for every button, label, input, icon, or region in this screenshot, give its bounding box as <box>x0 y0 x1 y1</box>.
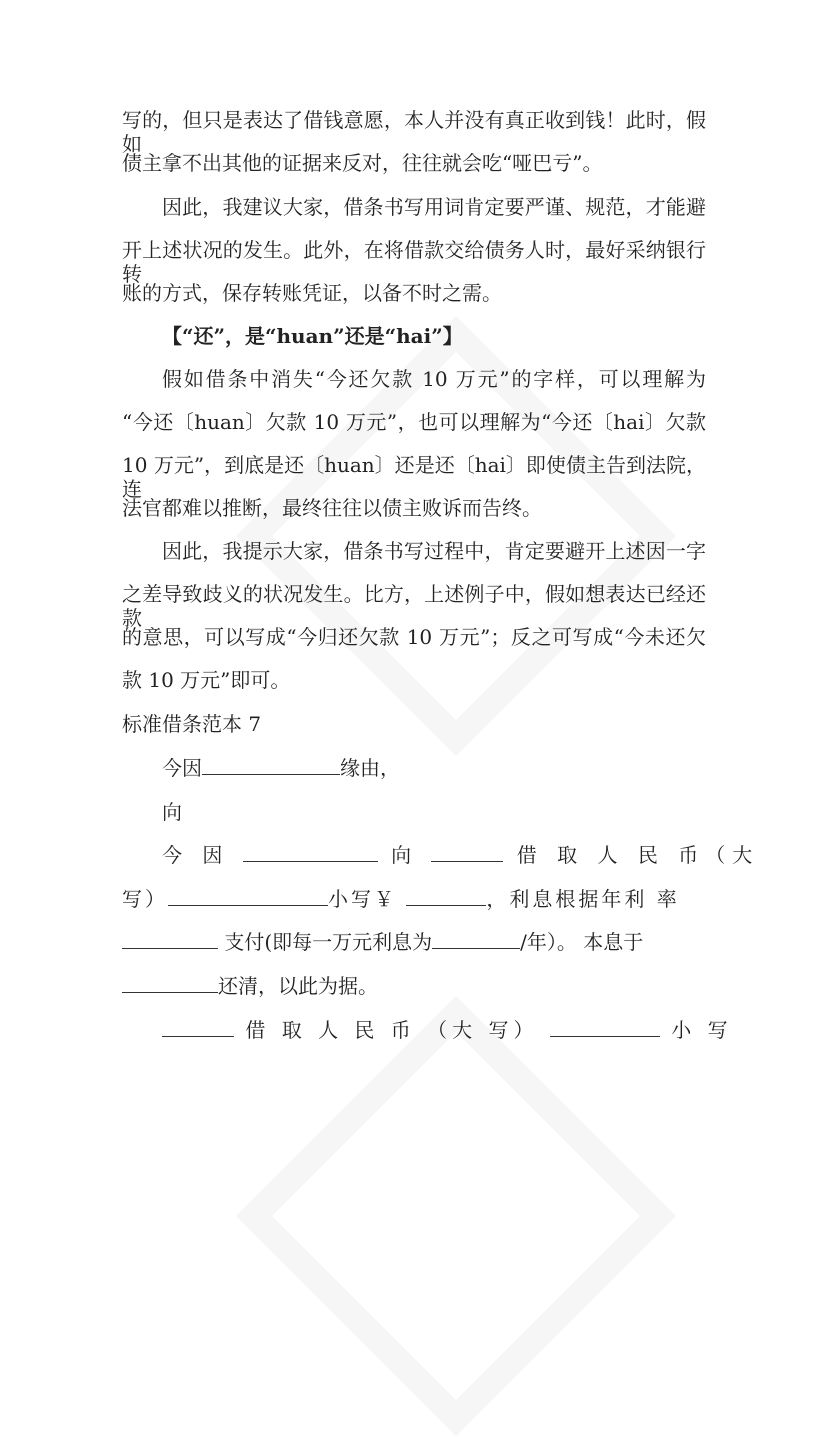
label: 借 取 人 民 币 （大 写） <box>245 1018 539 1042</box>
blank-field[interactable] <box>122 974 218 993</box>
form-line <box>122 887 706 911</box>
blank-field[interactable] <box>243 843 378 862</box>
form-line <box>122 974 706 998</box>
section-heading: 【“还”，是“huan”还是“hai”】 <box>162 324 463 348</box>
label: 今 因 <box>162 843 230 867</box>
label: 小 写 <box>671 1018 733 1042</box>
text-line: 写的，但只是表达了借钱意愿，本人并没有真正收到钱！此时，假如 <box>122 108 706 156</box>
watermark <box>235 995 676 1436</box>
text-line: 的意思，可以写成“今归还欠款 10 万元”；反之可写成“今未还欠 <box>122 625 706 649</box>
blank-field[interactable] <box>168 887 328 906</box>
label: 还清，以此为据。 <box>218 974 378 998</box>
label: 今因 <box>162 756 202 780</box>
text-line: 因此，我建议大家，借条书写用词肯定要严谨、规范，才能避 <box>162 195 706 219</box>
form-line <box>122 930 706 954</box>
label: 小写￥ <box>328 887 397 911</box>
blank-field[interactable] <box>432 930 520 949</box>
label: 支付(即每一万元利息为 <box>224 930 433 954</box>
form-line <box>162 756 706 780</box>
label: ，利息根据年利 率 <box>486 887 680 911</box>
label: 缘由， <box>340 756 400 780</box>
text-line: 债主拿不出其他的证据来反对，往往就会吃“哑巴亏”。 <box>122 151 603 175</box>
text-line: 因此，我提示大家，借条书写过程中，肯定要避开上述因一字 <box>162 539 706 563</box>
text-line: 法官都难以推断，最终往往以债主败诉而告终。 <box>122 496 542 520</box>
form-line <box>162 843 760 867</box>
blank-field[interactable] <box>162 1018 234 1037</box>
blank-field[interactable] <box>406 887 486 906</box>
blank-field[interactable] <box>202 756 340 775</box>
label: /年）。 本息于 <box>520 930 644 954</box>
text-line: 之差导致歧义的状况发生。比方，上述例子中，假如想表达已经还款 <box>122 582 706 630</box>
template-title: 标准借条范本 7 <box>122 712 262 736</box>
text-line: 假如借条中消失“今还欠款 10 万元”的字样，可以理解为 <box>162 367 706 391</box>
text-line: 账的方式，保存转账凭证，以备不时之需。 <box>122 281 502 305</box>
blank-field[interactable] <box>550 1018 660 1037</box>
blank-field[interactable] <box>122 930 218 949</box>
text-line: 开上述状况的发生。此外，在将借款交给债务人时，最好采纳银行转 <box>122 238 706 286</box>
label: 借 取 人 民 币（大 <box>516 843 760 867</box>
form-line <box>162 1018 733 1042</box>
label: 写） <box>122 887 168 911</box>
blank-field[interactable] <box>431 843 503 862</box>
text-line: “今还〔huan〕欠款 10 万元”，也可以理解为“今还〔hai〕欠款 <box>122 410 706 434</box>
form-line: 向 <box>162 800 182 824</box>
label: 向 <box>391 843 419 867</box>
text-line: 款 10 万元”即可。 <box>122 668 291 692</box>
text-line: 10 万元”，到底是还〔huan〕还是还〔hai〕即使债主告到法院，连 <box>122 453 706 501</box>
